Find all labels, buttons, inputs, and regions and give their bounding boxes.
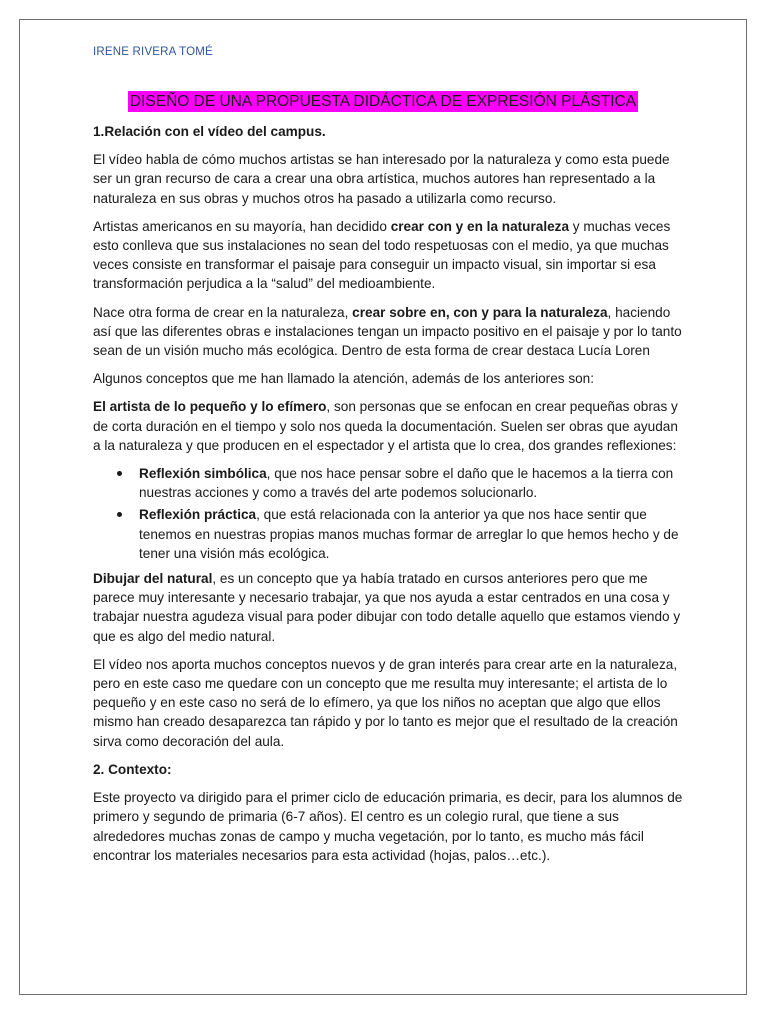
paragraph-2-text-a: Artistas americanos en su mayoría, han decidido bbox=[93, 218, 391, 234]
document-body bbox=[93, 122, 683, 874]
paragraph-2-text-c: y muchas veces esto conlleva que sus instalaciones no sean del todo respetuosas con el medio, ya que muchas veces consiste en transformar el paisaje para conseguir un impacto visual, sin importar si esa transformación perjudica a la “salud” del medioambiente. bbox=[93, 218, 671, 292]
bullet-icon bbox=[117, 471, 122, 476]
title-container bbox=[20, 91, 746, 112]
list-item-text: , que nos hace pensar sobre el daño que le hacemos a la tierra con nuestras acciones y como a través del arte podemos solucionarlo. bbox=[139, 466, 674, 501]
paragraph-3-bold: crear sobre en, con y para la naturaleza bbox=[352, 304, 608, 320]
paragraph-1: El vídeo habla de cómo muchos artistas se han interesado por la naturaleza y como esta puede ser un gran recurso de cara a crear una obra artística, muchos autores han representado a la naturaleza en sus obras y muchos otros ha pasado a utilizarla como recurso. bbox=[93, 152, 670, 206]
paragraph-3-text-c: , haciendo así que las diferentes obras e instalaciones tengan un impacto positivo en el paisaje y por lo tanto sean de un visión mucho más ecológica. Dentro de esta forma de crear destaca Lucía Loren bbox=[93, 304, 682, 359]
paragraph-2 bbox=[93, 217, 683, 294]
paragraph-3-text-a: Nace otra forma de crear en la naturaleza, bbox=[93, 304, 353, 320]
list-item-bold: Reflexión simbólica bbox=[139, 466, 267, 482]
list-item-text: , que está relacionada con la anterior ya que nos hace sentir que tenemos en nuestras propias manos muchas formar de arreglar lo que hemos hecho y de tener una visión más ecológica. bbox=[139, 507, 679, 561]
paragraph-3 bbox=[93, 303, 683, 361]
document-title: DISEÑO DE UNA PROPUESTA DIDÁCTICA DE EXPRESIÓN PLÁSTICA bbox=[129, 93, 637, 110]
paragraph-5-text: , son personas que se enfocan en crear pequeñas obras y de corta duración en el tiempo y solo nos queda la documentación. Suelen ser obras que ayudan a la naturaleza y que producen en el espectador y el artista que lo crea, dos grandes reflexiones: bbox=[93, 399, 678, 453]
list-item bbox=[139, 505, 683, 563]
paragraph-8: Este proyecto va dirigido para el primer ciclo de educación primaria, es decir, para los alumnos de primero y segundo de primaria (6-7 años). El centro es un colegio rural, que tiene a sus alrededores muchas zonas de campo y mucha vegetación, por lo tanto, es mucho más fácil encontrar los materiales necesarios para esta actividad (hojas, palos…etc.). bbox=[93, 790, 683, 863]
list-item-bold: Reflexión práctica bbox=[139, 507, 257, 523]
paragraph-7: El vídeo nos aporta muchos conceptos nuevos y de gran interés para crear arte en la naturaleza, pero en este caso me quedare con un concepto que me resulta muy interesante; el artista de lo pequeño y en este caso no será de lo efímero, ya que los niños no aceptan que algo que ellos mismo han creado desaparezca tan rápido y por lo tanto es mejor que el resultado de la creación sirva como decoración del aula. bbox=[93, 656, 678, 749]
paragraph-6 bbox=[93, 569, 683, 646]
paragraph-5-bold: El artista de lo pequeño y lo efímero bbox=[93, 399, 327, 415]
author-header: IRENE RIVERA TOMÉ bbox=[93, 46, 213, 58]
paragraph-2-bold: crear con y en la naturaleza bbox=[390, 218, 570, 234]
section-heading-1: 1.Relación con el vídeo del campus. bbox=[93, 124, 326, 139]
bullet-icon bbox=[117, 512, 122, 517]
paragraph-4: Algunos conceptos que me han llamado la atención, además de los anteriores son: bbox=[93, 371, 595, 387]
paragraph-5 bbox=[93, 397, 683, 455]
paragraph-6-bold: Dibujar del natural bbox=[93, 571, 213, 587]
paragraph-6-text: , es un concepto que ya había tratado en cursos anteriores pero que me parece muy interesante y necesario trabajar, ya que nos ayuda a estar centrados en una cosa y trabajar nuestra agudeza visual para poder dibujar con todo detalle aquello que estamos viendo y que es algo del medio natural. bbox=[93, 571, 681, 644]
list-item bbox=[139, 464, 683, 502]
document-page bbox=[19, 19, 747, 995]
reflection-list bbox=[93, 464, 683, 563]
section-heading-2: 2. Contexto: bbox=[93, 761, 172, 777]
